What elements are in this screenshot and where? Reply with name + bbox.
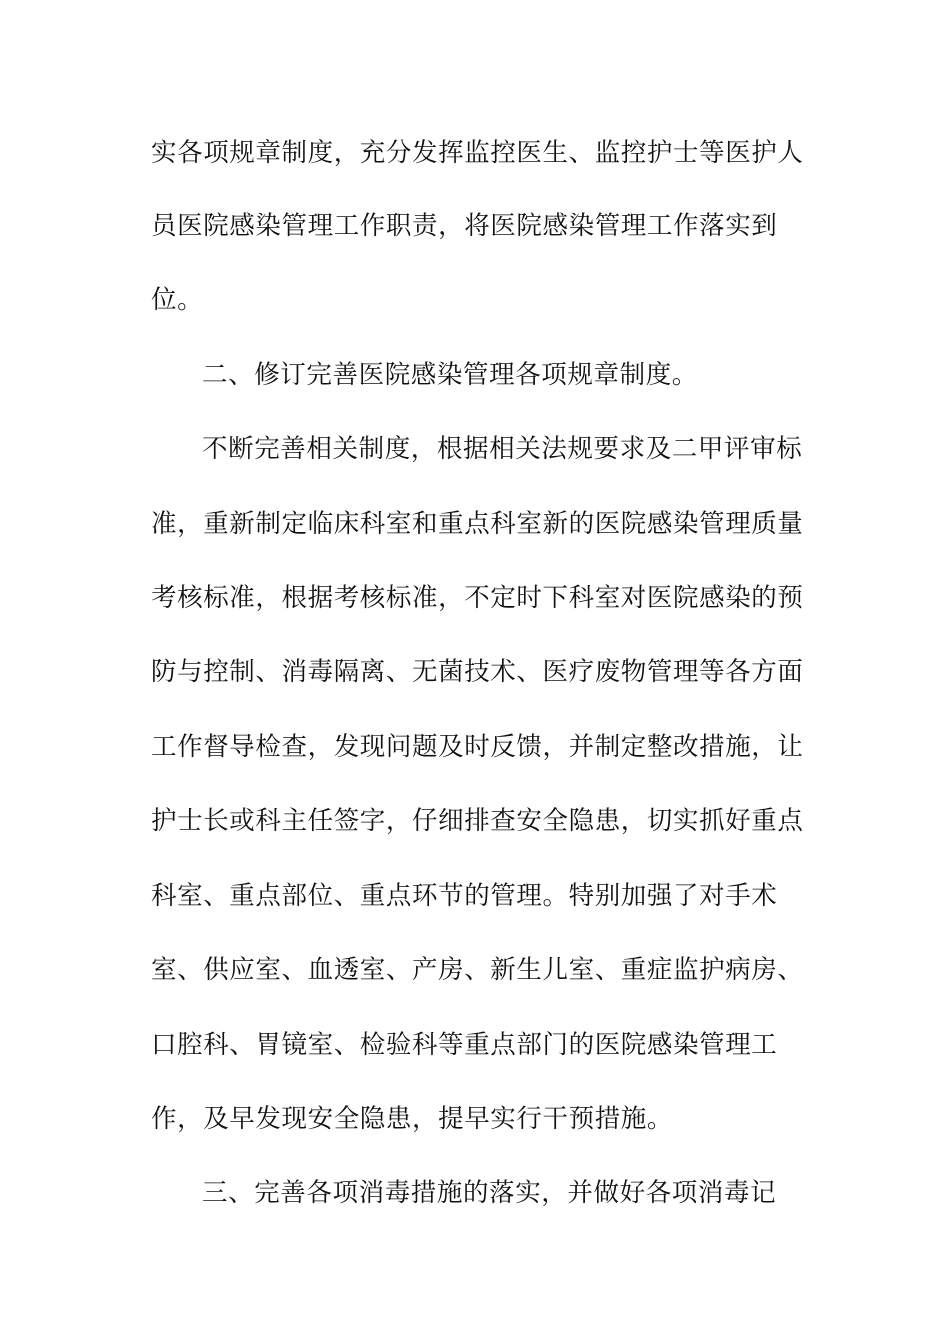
text-line: 口腔科、胃镜室、检验科等重点部门的医院感染管理工	[151, 1030, 778, 1060]
text-line: 考核标准，根据考核标准，不定时下科室对医院感染的预	[151, 583, 804, 613]
text-line: 实各项规章制度，充分发挥监控医生、监控护士等医护人	[151, 138, 804, 168]
text-line: 科室、重点部位、重点环节的管理。特别加强了对手术	[151, 881, 778, 911]
section-heading: 二、修订完善医院感染管理各项规章制度。	[202, 360, 698, 390]
text-line: 室、供应室、血透室、产房、新生儿室、重症监护病房、	[151, 955, 804, 985]
text-line: 防与控制、消毒隔离、无菌技术、医疗废物管理等各方面	[151, 657, 804, 687]
text-line: 员医院感染管理工作职责，将医院感染管理工作落实到	[151, 211, 778, 241]
text-line: 作，及早发现安全隐患，提早实行干预措施。	[151, 1104, 674, 1134]
section-heading: 三、完善各项消毒措施的落实，并做好各项消毒记	[202, 1178, 777, 1208]
text-line: 准，重新制定临床科室和重点科室新的医院感染管理质量	[151, 509, 804, 539]
text-line: 不断完善相关制度，根据相关法规要求及二甲评审标	[202, 434, 803, 464]
text-line: 护士长或科主任签字，仔细排查安全隐患，切实抓好重点	[151, 806, 804, 836]
text-line: 工作督导检查，发现问题及时反馈，并制定整改措施，让	[151, 732, 804, 762]
text-line: 位。	[151, 285, 204, 315]
